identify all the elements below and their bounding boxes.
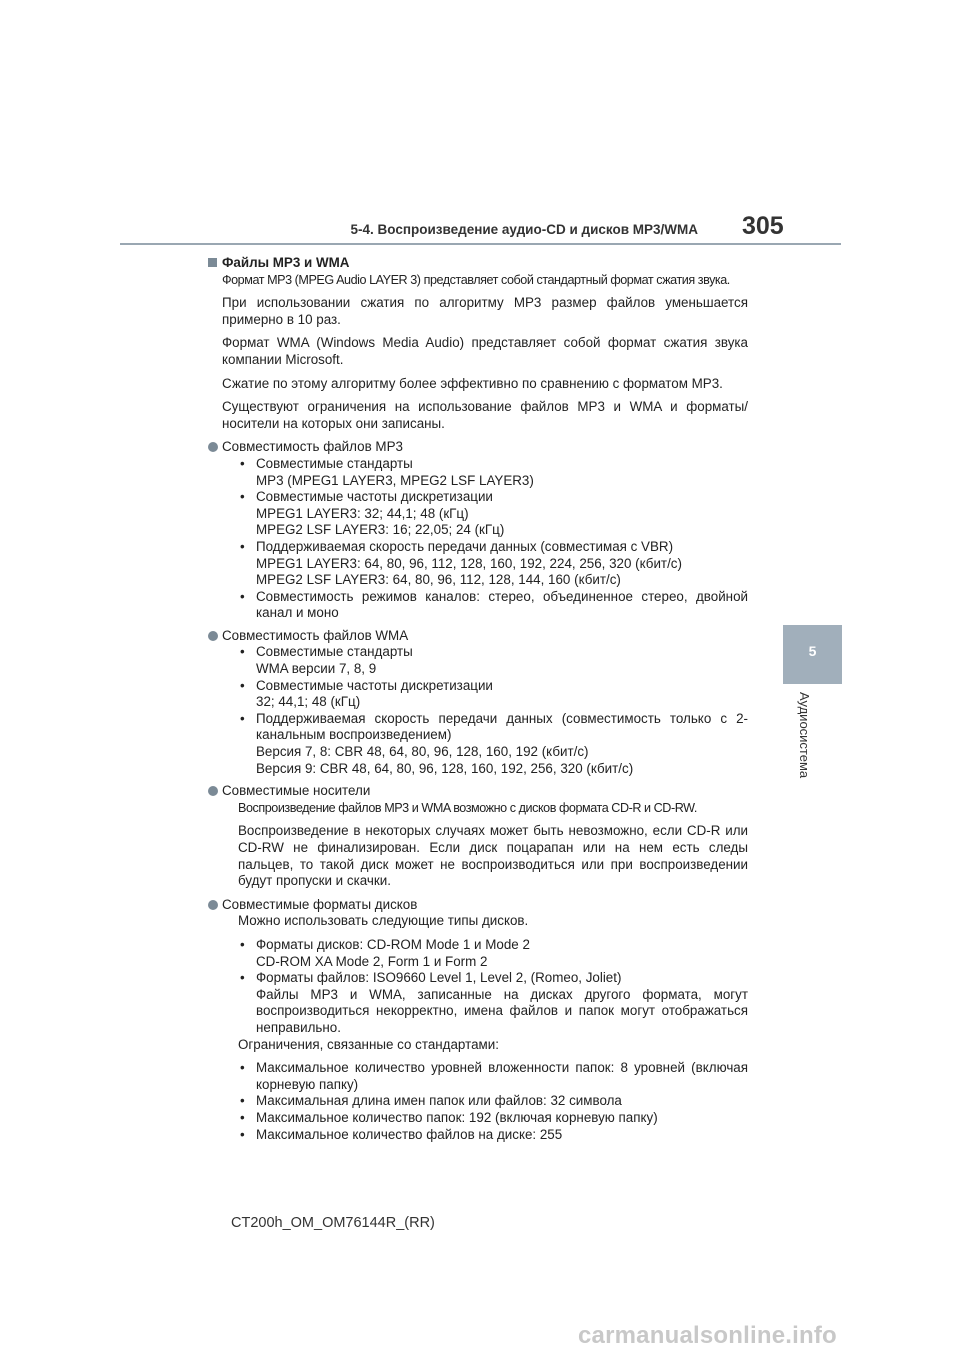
media-paragraph: Воспроизведение файлов MP3 и WMA возможно с дисков формата CD-R и CD-RW. — [238, 800, 697, 815]
section-heading-text: Файлы MP3 и WMA — [222, 255, 350, 270]
list-item: • Форматы дисков: CD-ROM Mode 1 и Mode 2 CD-ROM XA Mode 2, Form 1 и Form 2 — [238, 937, 748, 970]
list-item: • Поддерживаемая скорость передачи данных (совместимая с VBR) MPEG1 LAYER3: 64, 80, 96, 112, 128, 160, 192, 224, 256, 320 (кбит/с) MPEG2 LSF LAYER3: 64, 80, 96, 112, 128, 144, 160 (кбит/с) — [238, 539, 748, 589]
page-number: 305 — [742, 212, 784, 240]
intro-paragraph: Сжатие по этому алгоритму более эффективно по сравнению с форматом MP3. — [222, 375, 723, 391]
chapter-tab-number: 5 — [808, 643, 817, 659]
intro-paragraph: Существуют ограничения на использование файлов MP3 и WMA и форматы/носители на которых они записаны. — [222, 399, 748, 431]
intro-paragraph: Формат WMA (Windows Media Audio) представляет собой формат сжатия звука компании Microsoft. — [222, 335, 748, 367]
list-item: • Максимальное количество уровней вложенности папок: 8 уровней (включая корневую папку) — [238, 1060, 748, 1093]
doc-code: CT200h_OM_OM76144R_(RR) — [231, 1215, 435, 1231]
circle-bullet-icon — [208, 442, 218, 452]
circle-bullet-icon — [208, 786, 218, 796]
wma-compat-heading: Совместимость файлов WMA — [208, 628, 748, 645]
intro-paragraph: Формат MP3 (MPEG Audio LAYER 3) представляет собой стандартный формат сжатия звука. — [222, 272, 730, 287]
mp3-compat-details — [208, 456, 748, 622]
disc-formats-lead: Можно использовать следующие типы дисков. — [238, 913, 529, 929]
disc-formats-list — [238, 937, 748, 1037]
watermark: carmanualsonline.info — [578, 1322, 837, 1349]
media-paragraph: Воспроизведение в некоторых случаях может быть невозможно, если CD-R или CD-RW не финализирован. Если диск поцарапан или на нем есть следы пальцев, то такой диск может не воспроизводиться или при воспроизведении будут пропуски и скачки. — [238, 823, 748, 889]
wma-compat-list — [238, 644, 748, 777]
list-item: • Максимальная длина имен папок или файлов: 32 символа — [238, 1093, 748, 1110]
disc-formats-heading: Совместимые форматы дисков — [208, 897, 748, 914]
mp3-compat-heading: Совместимость файлов MP3 — [208, 439, 748, 456]
list-item: • Максимальное количество файлов на диске: 255 — [238, 1127, 748, 1144]
limits-title: Ограничения, связанные со стандартами: — [238, 1036, 499, 1052]
disc-formats-details — [208, 913, 748, 1143]
list-item: • Совместимые частоты дискретизации 32; 44,1; 48 (кГц) — [238, 678, 748, 711]
chapter-tab — [783, 625, 842, 684]
list-item: • Совместимые частоты дискретизации MPEG1 LAYER3: 32; 44,1; 48 (кГц) MPEG2 LSF LAYER3: 16; 22,05; 24 (кГц) — [238, 489, 748, 539]
list-item: • Поддерживаемая скорость передачи данных (совместимость только с 2-канальным воспроизведением) Версия 7, 8: CBR 48, 64, 80, 96, 128, 160, 192 (кбит/с) Версия 9: CBR 48, 64, 80, 96, 128, 160, 192, 256, 320 (кбит/с) — [238, 711, 748, 777]
header-divider — [120, 243, 841, 245]
list-item: • Форматы файлов: ISO9660 Level 1, Level 2, (Romeo, Joliet) Файлы MP3 и WMA, записанные на дисках другого формата, могут воспроизводиться некорректно, имена файлов и папок могут отображаться неправильно. — [238, 970, 748, 1036]
mp3-compat-list — [238, 456, 748, 622]
intro-paragraph: При использовании сжатия по алгоритму MP3 размер файлов уменьшается примерно в 10 раз. — [222, 295, 748, 327]
list-item: • Совместимые стандарты WMA версии 7, 8, 9 — [238, 644, 748, 677]
list-item: • Совместимые стандарты MP3 (MPEG1 LAYER3, MPEG2 LSF LAYER3) — [238, 456, 748, 489]
list-item: • Совместимость режимов каналов: стерео, объединенное стерео, двойной канал и моно — [238, 589, 748, 622]
wma-compat-details — [208, 644, 748, 777]
media-details — [208, 800, 748, 890]
section-heading — [208, 255, 748, 272]
list-item: • Максимальное количество папок: 192 (включая корневую папку) — [238, 1110, 748, 1127]
media-heading: Совместимые носители — [208, 783, 748, 800]
square-bullet-icon — [208, 258, 217, 267]
page-content — [208, 255, 748, 1149]
chapter-tab-label: Аудиосистема — [797, 692, 812, 779]
limits-list — [238, 1060, 748, 1143]
section-title: 5-4. Воспроизведение аудио-CD и дисков MP3/WMA — [350, 222, 698, 237]
circle-bullet-icon — [208, 900, 218, 910]
circle-bullet-icon — [208, 631, 218, 641]
